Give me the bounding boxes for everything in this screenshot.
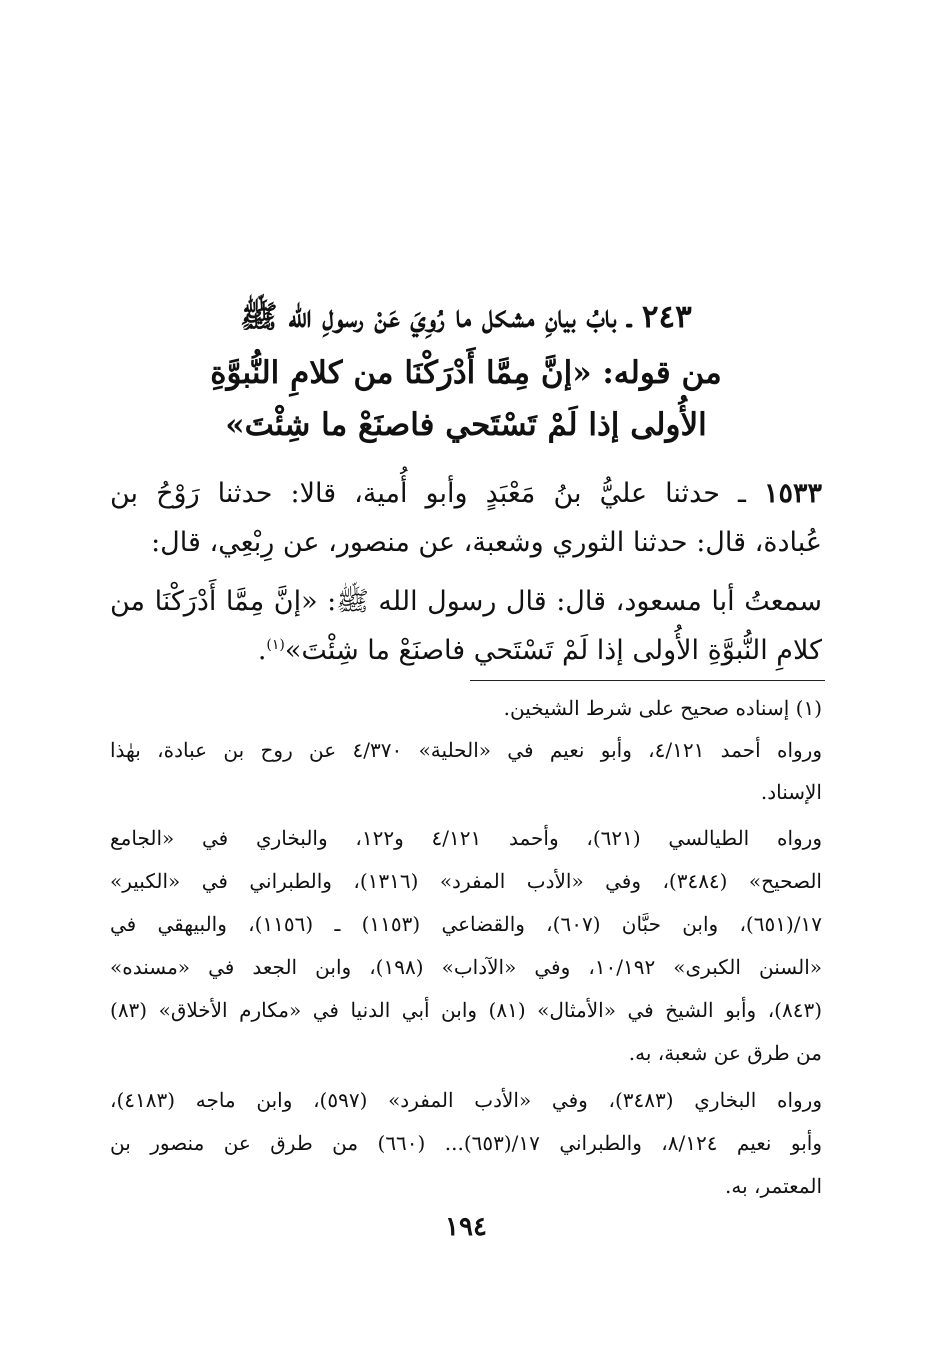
hadith-line-2: عُبادة، قال: حدثنا الثوري وشعبة، عن منصور، عن رِبْعِي، قال: — [151, 527, 822, 558]
footnote-3-line-2: الصحيح» (٣٤٨٤)، وفي «الأدب المفرد» (١٣١٦)، والطبراني في «الكبير» — [110, 869, 822, 893]
hadith-line-4-text: كلامِ النُّبوَّةِ الأُولى إذا لَمْ تَسْتَحي فاصنَعْ ما شِئْتَ» — [284, 635, 822, 666]
chapter-heading-line-2: من قوله: «إنَّ مِمَّا أَدْرَكْنَا من كلامِ النُّبوَّةِ — [210, 355, 722, 391]
footnote-ref: (١) — [266, 637, 285, 653]
hadith-line-3: سمعتُ أبا مسعود، قال: قال رسول الله ﷺ: «إنَّ مِمَّا أَدْرَكْنَا من — [110, 586, 822, 617]
hadith-number: ١٥٣٣ — [763, 478, 822, 509]
footnote-2-line-2: الإسناد. — [760, 780, 822, 804]
footnote-2-line-1: ورواه أحمد ٤/١٢١، وأبو نعيم في «الحلية» ٤/٣٧٠ عن روح بن عبادة، بهٰذا — [110, 738, 822, 762]
footnote-4-line-1: ورواه البخاري (٣٤٨٣)، وفي «الأدب المفرد» (٥٩٧)، وابن ماجه (٤١٨٣)، — [110, 1088, 822, 1112]
hadith-line-1-text: ـ حدثنا عليُّ بنُ مَعْبَدٍ وأبو أُمية، قالا: حدثنا رَوْحُ بن — [110, 478, 746, 509]
hadith-line-4 — [110, 637, 822, 664]
footnote-4-line-3: المعتمر، به. — [725, 1174, 822, 1198]
footnote-3-line-1: ورواه الطيالسي (٦٢١)، وأحمد ٤/١٢١ و١٢٢، والبخاري في «الجامع — [110, 826, 822, 850]
footnote-1: (١) إسناده صحيح على شرط الشيخين. — [503, 696, 822, 720]
page-number: ١٩٤ — [445, 1212, 487, 1242]
footnote-3-line-6: من طرق عن شعبة، به. — [628, 1041, 822, 1065]
footnote-3-line-3: ١٧/(٦٥١)، وابن حبَّان (٦٠٧)، والقضاعي (١١٥٣) ـ (١١٥٦)، والبيهقي في — [110, 912, 823, 936]
footnote-divider — [470, 680, 825, 681]
chapter-heading-line-1: ٢٤٣ ـ بابُ بيانِ مشكل ما رُوِيَ عَنْ رسولِ الله ﷺ — [240, 299, 692, 335]
footnote-4-line-2: وأبو نعيم ٨/١٢٤، والطبراني ١٧/(٦٥٣)... (٦٦٠) من طرق عن منصور بن — [110, 1131, 823, 1155]
chapter-heading-line-3: الأُولى إذا لَمْ تَسْتَحي فاصنَعْ ما شِئْتَ» — [225, 407, 707, 443]
hadith-line-1 — [110, 480, 822, 507]
hadith-end-mark: . — [257, 635, 267, 666]
footnote-3-line-4: «السنن الكبرى» ١٠/١٩٢، وفي «الآداب» (١٩٨)، وابن الجعد في «مسنده» — [110, 955, 822, 979]
footnote-3-line-5: (٨٤٣)، وأبو الشيخ في «الأمثال» (٨١) وابن أبي الدنيا في «مكارم الأخلاق» (٨٣) — [110, 998, 822, 1022]
